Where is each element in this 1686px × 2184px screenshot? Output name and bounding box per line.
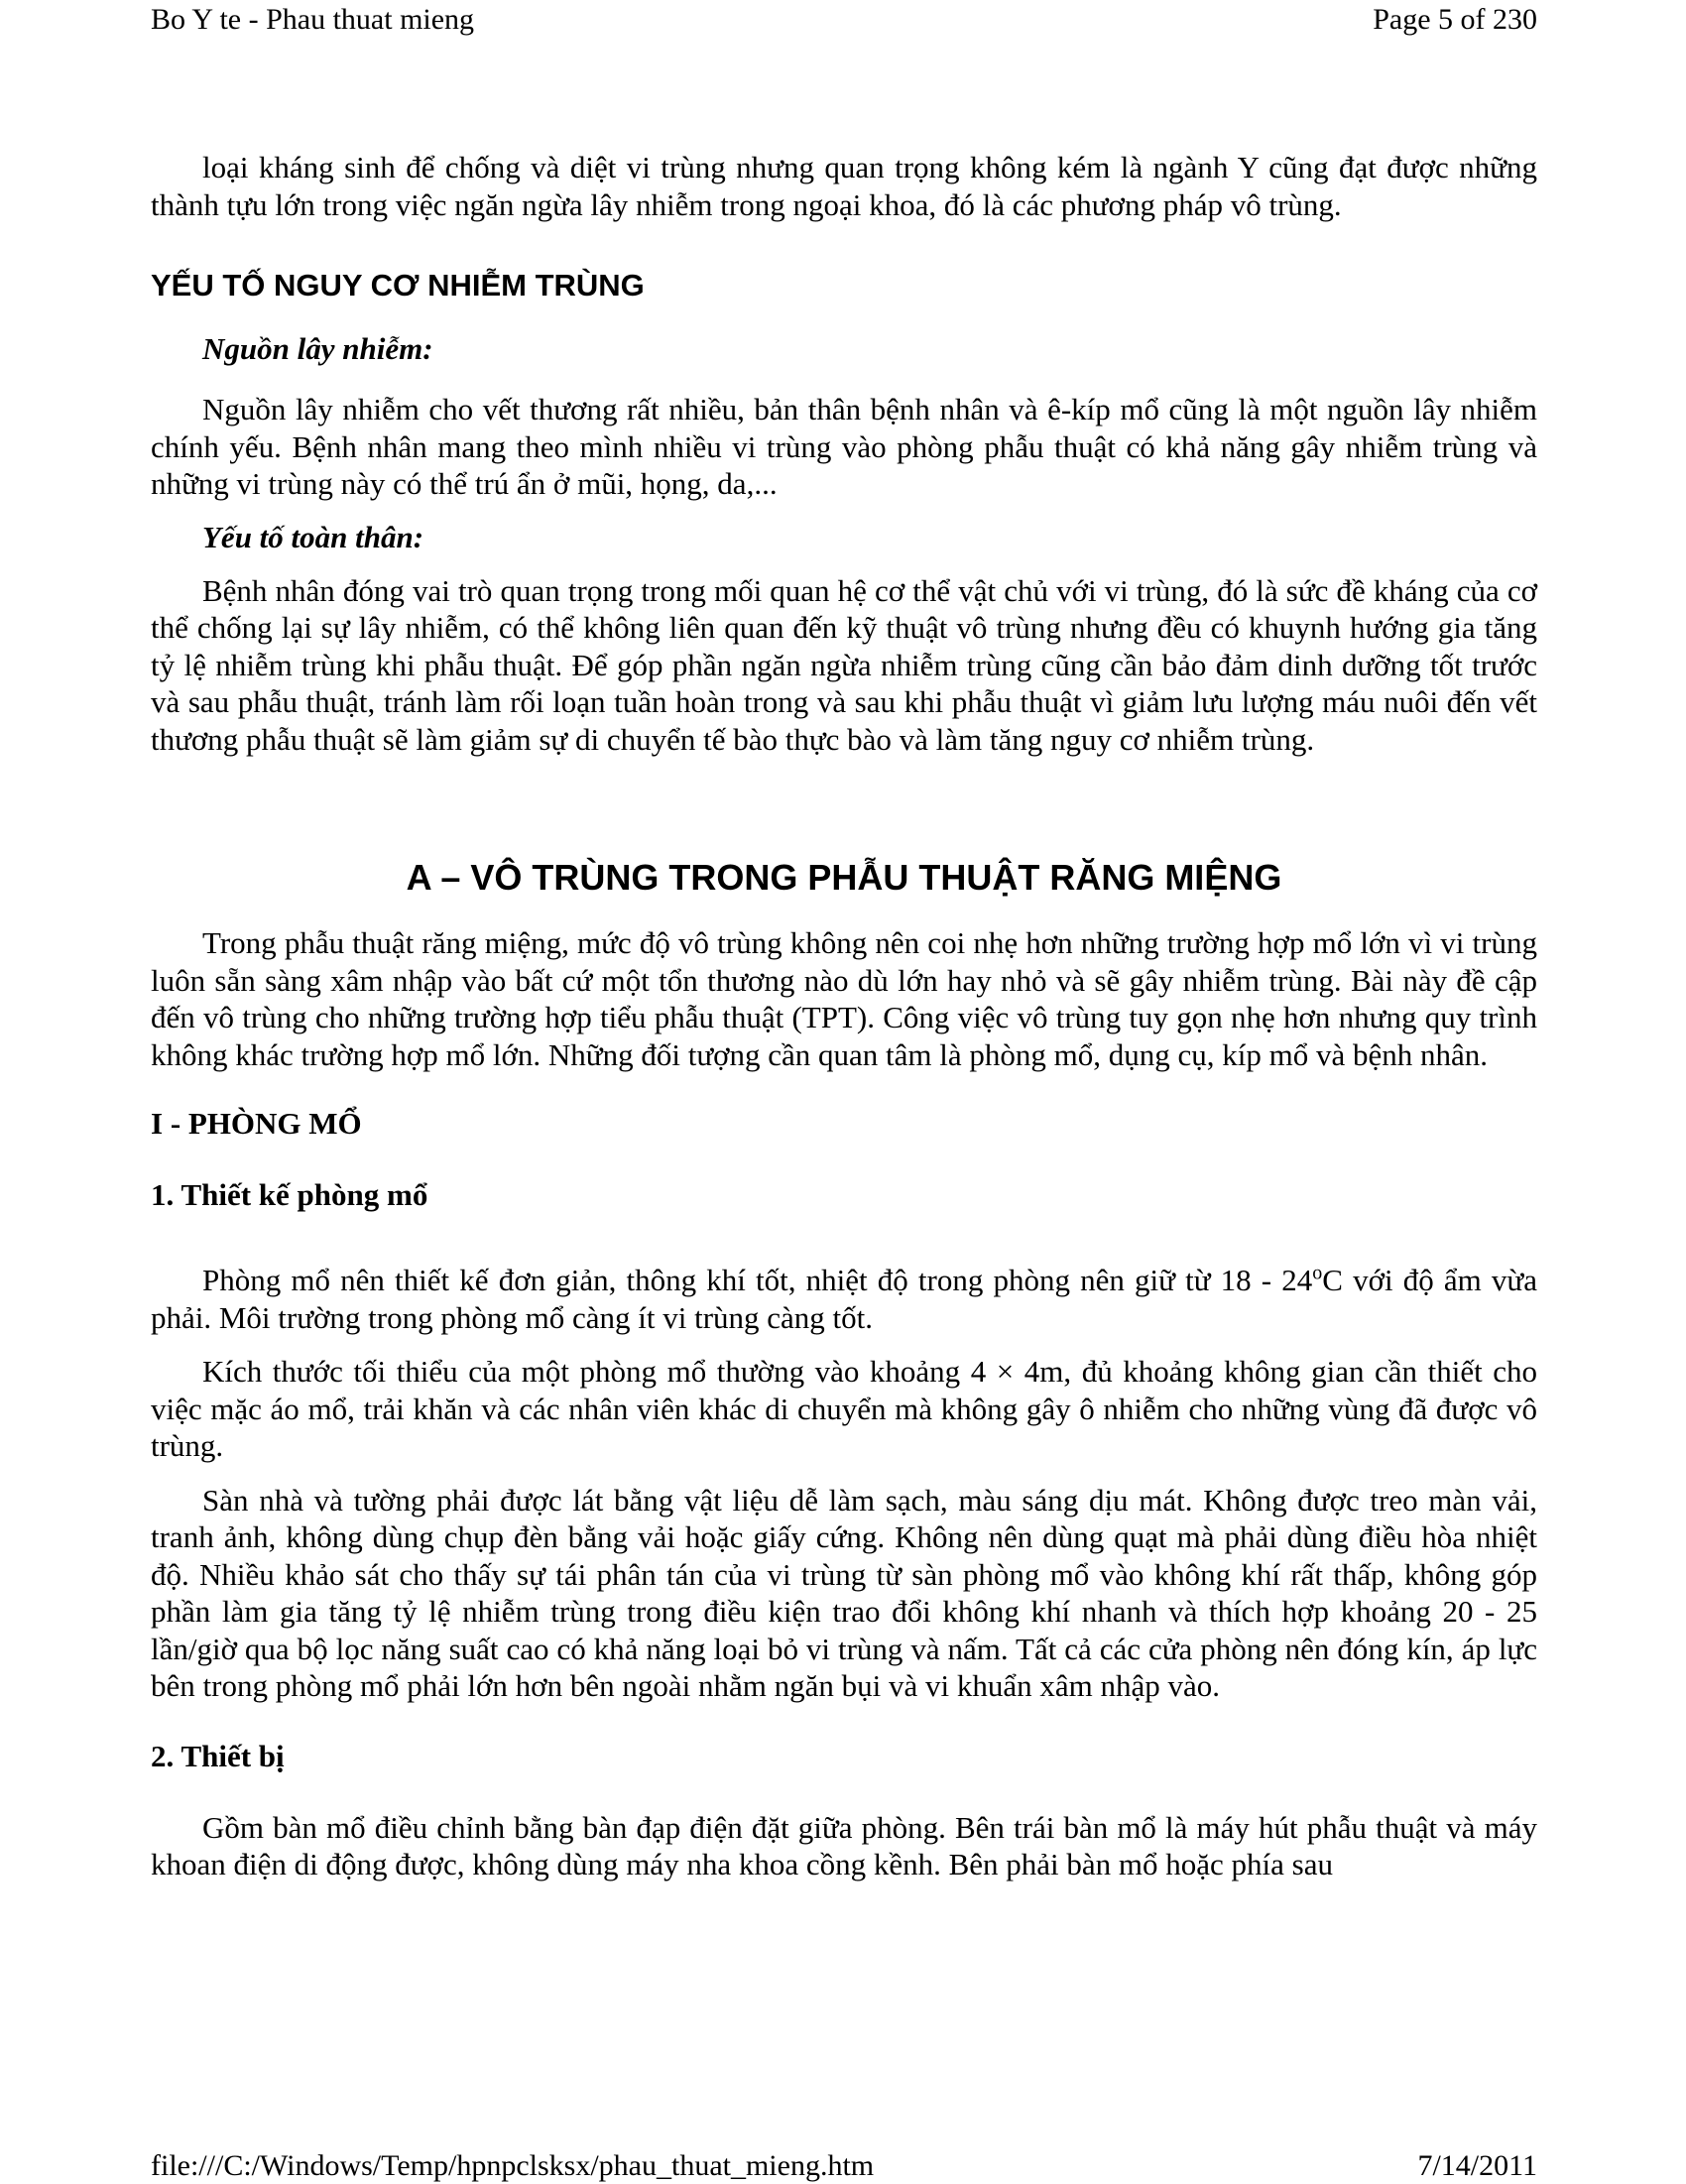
systemic-factors-heading: Yếu tố toàn thân:	[202, 519, 424, 554]
room-design-heading: 1. Thiết kế phòng mổ	[151, 1177, 428, 1212]
infection-source-heading: Nguồn lây nhiễm:	[202, 331, 433, 366]
degree-superscript: o	[1312, 1262, 1323, 1284]
footer-date: 7/14/2011	[1417, 2149, 1537, 2182]
section-a-paragraph: Trong phẫu thuật răng miệng, mức độ vô trùng không nên coi nhẹ hơn những trường hợp mổ lớn vì vi trùng luôn sẵn sàng xâm nhập vào bất cứ một tổn thương nào dù lớn hay nhỏ và sẽ gây nhiễm trùng. Bài này đề cập đến vô trùng cho những trường hợp tiểu phẫu thuật (TPT). Công việc vô trùng tuy gọn nhẹ hơn nhưng quy trình không khác trường hợp mổ lớn. Những đối tượng cần quan tâm là phòng mổ, dụng cụ, kíp mổ và bệnh nhân.	[151, 925, 1537, 1072]
header-document-title: Bo Y te - Phau thuat mieng	[151, 3, 475, 36]
room-design-paragraph-2: Kích thước tối thiểu của một phòng mổ thường vào khoảng 4 × 4m, đủ khoảng không gian cần thiết cho việc mặc áo mổ, trải khăn và các nhân viên khác di chuyển mà không gây ô nhiễm cho những vùng đã được vô trùng.	[151, 1354, 1537, 1463]
intro-paragraph: loại kháng sinh để chống và diệt vi trùng nhưng quan trọng không kém là ngành Y cũng đạt được những thành tựu lớn trong việc ngăn ngừa lây nhiễm trong ngoại khoa, đó là các phương pháp vô trùng.	[151, 150, 1537, 222]
document-body	[151, 149, 1537, 1883]
equipment-paragraph: Gồm bàn mổ điều chỉnh bằng bàn đạp điện đặt giữa phòng. Bên trái bàn mổ là máy hút phẫu thuật và máy khoan điện di động được, không dùng máy nha khoa cồng kềnh. Bên phải bàn mổ hoặc phía sau	[151, 1809, 1537, 1881]
infection-source-paragraph: Nguồn lây nhiễm cho vết thương rất nhiều, bản thân bệnh nhân và ê-kíp mổ cũng là một nguồn lây nhiễm chính yếu. Bệnh nhân mang theo mình nhiều vi trùng vào phòng phẫu thuật có khả năng gây nhiễm trùng và những vi trùng này có thể trú ẩn ở mũi, họng, da,...	[151, 392, 1537, 501]
footer-file-path: file:///C:/Windows/Temp/hpnpclsksx/phau_thuat_mieng.htm	[151, 2149, 875, 2182]
room-design-paragraph-3: Sàn nhà và tường phải được lát bằng vật liệu dễ làm sạch, màu sáng dịu mát. Không được treo màn vải, tranh ảnh, không dùng chụp đèn bằng vải hoặc giấy cứng. Không nên dùng quạt mà phải dùng điều hòa nhiệt độ. Nhiều khảo sát cho thấy sự tái phân tán của vi trùng từ sàn phòng mổ vào không khí rất thấp, không góp phần làm gia tăng tỷ lệ nhiễm trùng trong điều kiện trao đổi không khí nhanh và thích hợp khoảng 20 - 25 lần/giờ qua bộ lọc năng suất cao có khả năng loại bỏ vi trùng và nấm. Tất cả các cửa phòng nên đóng kín, áp lực bên trong phòng mổ phải lớn hơn bên ngoài nhằm ngăn bụi và vi khuẩn xâm nhập vào.	[151, 1482, 1537, 1703]
room-design-paragraph-1	[151, 1262, 1537, 1336]
page-footer	[151, 2148, 1537, 2184]
room-design-text-part-2: C với độ ẩm vừa phải. Môi trường trong phòng mổ càng ít vi trùng càng tốt.	[151, 1263, 1537, 1335]
section-a-title: A – VÔ TRÙNG TRONG PHẪU THUẬT RĂNG MIỆNG	[406, 857, 1282, 898]
operating-room-heading: I - PHÒNG MỔ	[151, 1106, 362, 1141]
page-header	[151, 2, 1537, 38]
room-design-text-part-1: Phòng mổ nên thiết kế đơn giản, thông khí tốt, nhiệt độ trong phòng nên giữ từ 18 - 24	[202, 1263, 1313, 1297]
risk-factors-heading: YẾU TỐ NGUY CƠ NHIỄM TRÙNG	[151, 268, 645, 303]
systemic-factors-paragraph: Bệnh nhân đóng vai trò quan trọng trong mối quan hệ cơ thể vật chủ với vi trùng, đó là sức đề kháng của cơ thể chống lại sự lây nhiễm, có thể không liên quan đến kỹ thuật vô trùng nhưng đều có khuynh hướng gia tăng tỷ lệ nhiễm trùng khi phẫu thuật. Để góp phần ngăn ngừa nhiễm trùng cũng cần bảo đảm dinh dưỡng tốt trước và sau phẫu thuật, tránh làm rối loạn tuần hoàn trong và sau khi phẫu thuật vì giảm lưu lượng máu nuôi đến vết thương phẫu thuật sẽ làm giảm sự di chuyển tế bào thực bào và làm tăng nguy cơ nhiễm trùng.	[151, 572, 1537, 757]
equipment-heading: 2. Thiết bị	[151, 1738, 285, 1773]
header-page-number: Page 5 of 230	[1373, 3, 1537, 36]
